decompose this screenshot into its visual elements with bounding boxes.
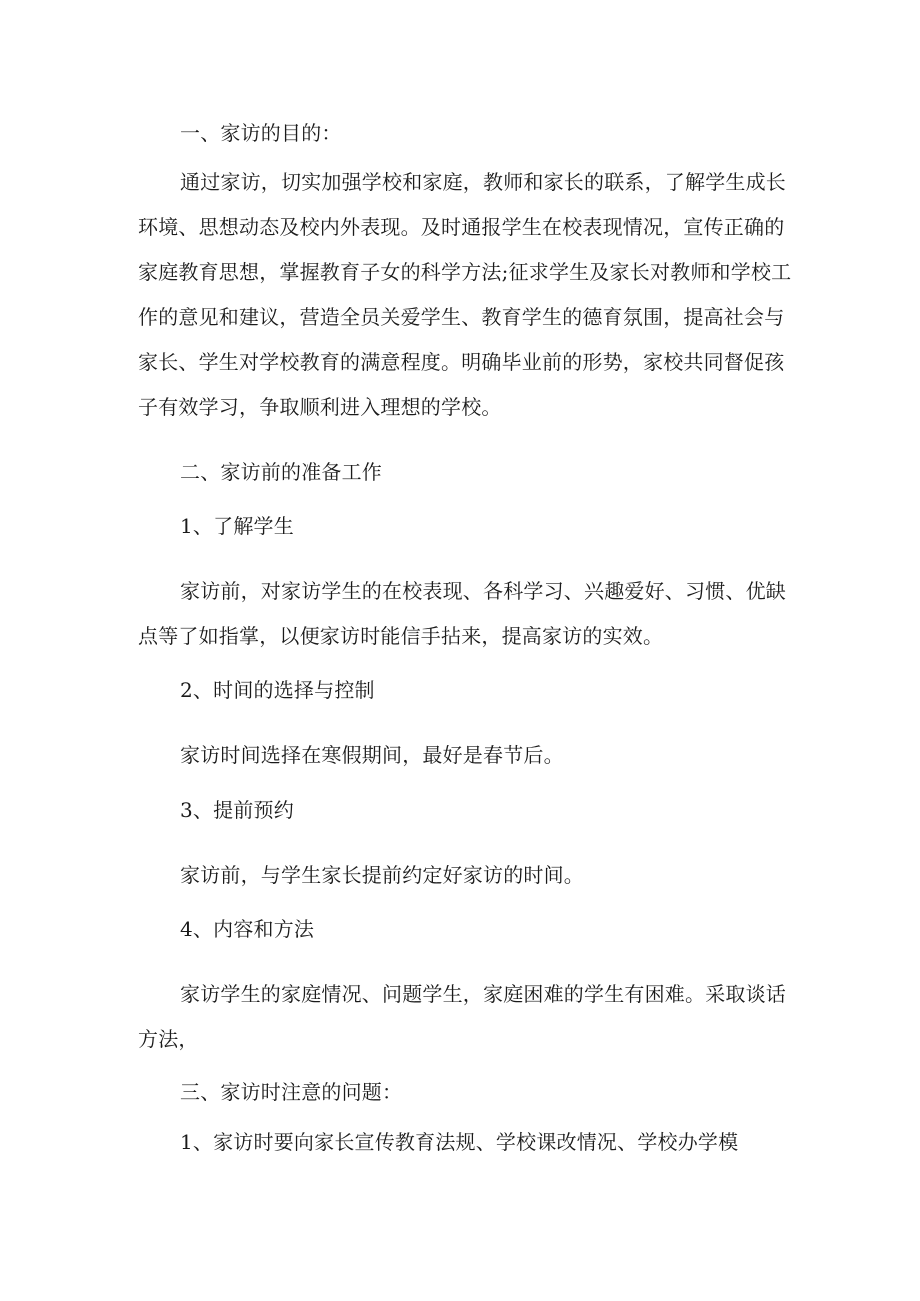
paragraph-line: 家庭教育思想，掌握教育子女的科学方法;征求学生及家长对教师和学校工 (138, 260, 792, 284)
paragraph-line: 家访前，对家访学生的在校表现、各科学习、兴趣爱好、习惯、优缺 (180, 579, 786, 603)
paragraph-line: 家访时间选择在寒假期间，最好是春节后。 (180, 743, 564, 767)
subheading-understand-students: 1、了解学生 (180, 514, 294, 538)
paragraph-line: 家访学生的家庭情况、问题学生，家庭困难的学生有困难。采取谈话 (180, 982, 786, 1006)
section-heading-issues: 三、家访时注意的问题： (180, 1080, 403, 1104)
paragraph-line: 家长、学生对学校教育的满意程度。明确毕业前的形势，家校共同督促孩 (138, 350, 785, 374)
paragraph-line: 点等了如指掌，以便家访时能信手拈来，提高家访的实效。 (138, 624, 664, 648)
paragraph-line: 作的意见和建议，营造全员关爱学生、教育学生的德育氛围，提高社会与 (138, 305, 785, 329)
subheading-content-method: 4、内容和方法 (180, 917, 315, 941)
paragraph-line: 子有效学习，争取顺利进入理想的学校。 (138, 395, 502, 419)
paragraph-line: 通过家访，切实加强学校和家庭，教师和家长的联系，了解学生成长 (180, 170, 786, 194)
section-heading-purpose: 一、家访的目的： (180, 121, 342, 145)
subheading-time-selection: 2、时间的选择与控制 (180, 678, 375, 702)
paragraph-line: 家访前，与学生家长提前约定好家访的时间。 (180, 863, 584, 887)
paragraph-line: 1、家访时要向家长宣传教育法规、学校课改情况、学校办学模 (180, 1130, 739, 1154)
section-heading-preparation: 二、家访前的准备工作 (180, 460, 382, 484)
subheading-appointment: 3、提前预约 (180, 798, 294, 822)
paragraph-line: 环境、思想动态及校内外表现。及时通报学生在校表现情况，宣传正确的 (138, 215, 785, 239)
paragraph-line: 方法， (138, 1027, 199, 1051)
